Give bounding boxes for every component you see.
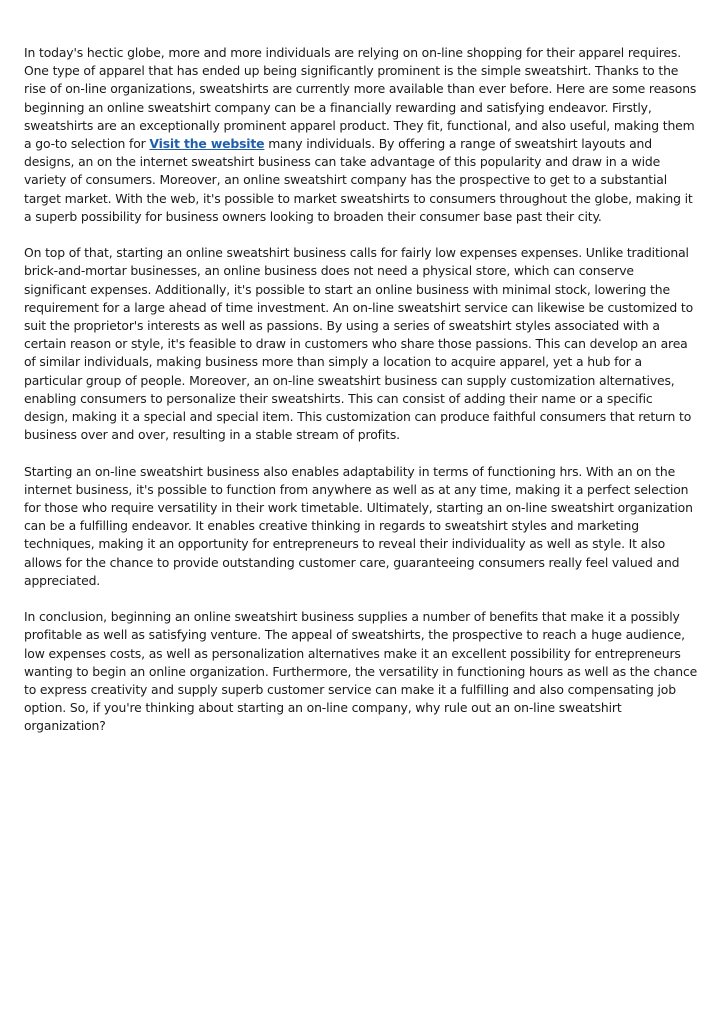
paragraph-1-text-before-link: In today's hectic globe, more and more individuals are relying on on-line shopping for their apparel requires. One type of apparel that has ended up being significantly prominent is the simple sweatshirt. Thanks to the rise of on-line organizations, sweatshirts are currently more available than ever before. Here are some reasons beginning an online sweatshirt company can be a financially rewarding and satisfying endeavor. Firstly, sweatshirts are an exceptionally prominent apparel product. They fit, functional, and also useful, making them a go-to selection for (24, 45, 697, 152)
document-body (24, 44, 698, 754)
paragraph-2: On top of that, starting an online sweatshirt business calls for fairly low expenses expenses. Unlike traditional brick-and-mortar businesses, an online business does not need a physical store, which can conserve significant expenses. Additionally, it's possible to start an online business with minimal stock, lowering the requirement for a large ahead of time investment. An on-line sweatshirt service can likewise be customized to suit the proprietor's interests as well as passions. By using a series of sweatshirt styles associated with a certain reason or style, it's feasible to draw in customers who share those passions. This can develop an area of similar individuals, making business more than simply a location to acquire apparel, yet a hub for a particular group of people. Moreover, an on-line sweatshirt business can supply customization alternatives, enabling consumers to personalize their sweatshirts. This can consist of adding their name or a specific design, making it a special and special item. This customization can produce faithful consumers that return to business over and over, resulting in a stable stream of profits. (24, 245, 694, 443)
paragraph-4: In conclusion, beginning an online sweatshirt business supplies a number of benefits that make it a possibly profitable as well as satisfying venture. The appeal of sweatshirts, the prospective to reach a huge audience, low expenses costs, as well as personalization alternatives make it an excellent possibility for entrepreneurs wanting to begin an online organization. Furthermore, the versatility in functioning hours as well as the chance to express creativity and supply superb customer service can make it a fulfilling and also compensating job option. So, if you're thinking about starting an on-line company, why rule out an on-line sweatshirt organization? (24, 609, 698, 734)
paragraph-1-text-after-link: many individuals. By offering a range of sweatshirt layouts and designs, an on the internet sweatshirt business can take advantage of this popularity and draw in a wide variety of consumers. Moreover, an online sweatshirt company has the prospective to get to a substantial target market. With the web, it's possible to market sweatshirts to consumers throughout the globe, making it a superb possibility for business owners looking to broaden their consumer base past their city. (24, 136, 693, 224)
paragraph-1 (24, 44, 698, 226)
visit-website-link[interactable]: Visit the website (149, 136, 265, 152)
paragraph-3: Starting an on-line sweatshirt business also enables adaptability in terms of functioning hrs. With an on the internet business, it's possible to function from anywhere as well as at any time, making it a perfect selection for those who require versatility in their work timetable. Ultimately, starting an on-line sweatshirt organization can be a fulfilling endeavor. It enables creative thinking in regards to sweatshirt styles and marketing techniques, making it an opportunity for entrepreneurs to reveal their individuality as well as style. It also allows for the chance to provide outstanding customer care, guaranteeing consumers really feel valued and appreciated. (24, 463, 693, 588)
